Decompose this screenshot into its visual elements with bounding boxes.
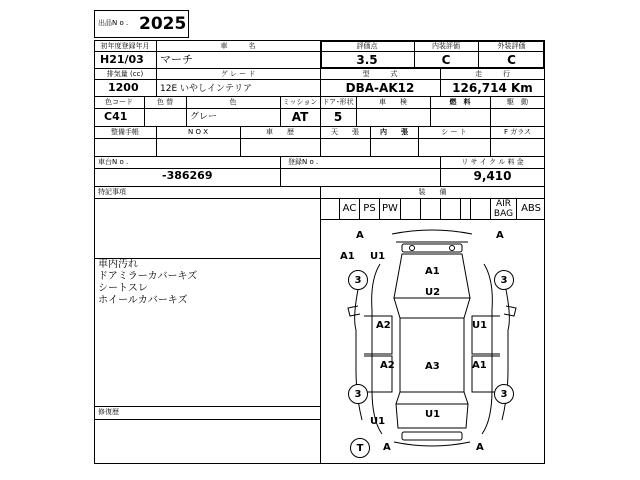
manual-label: 整備手帳 <box>111 128 139 136</box>
note-item: ドアミラーカバーキズ <box>98 271 198 282</box>
displacement-value: 1200 <box>108 81 139 94</box>
model-value: DBA-AK12 <box>345 81 415 95</box>
wheel-front-left: 3 <box>348 270 368 290</box>
lot-number: 2025 <box>139 14 187 34</box>
mark-hood-a1: A1 <box>425 266 440 277</box>
mark-trunk: U1 <box>425 409 441 420</box>
mileage-label: 走 行 <box>475 70 510 78</box>
equip-blank <box>320 198 340 220</box>
color-code-label: 色コード <box>105 98 133 106</box>
first-registration-value: H21/03 <box>100 53 144 66</box>
mark-rear-left-door: A2 <box>380 360 395 371</box>
equipment-row <box>320 198 545 220</box>
mark-front-right-door: U1 <box>472 320 488 331</box>
equip-blank <box>401 198 421 220</box>
recycle-fee-value: 9,410 <box>473 169 512 183</box>
history-label: 車 歴 <box>266 128 294 136</box>
exterior-score-value: C <box>507 53 516 67</box>
mission-label: ミッション <box>282 98 318 106</box>
grade-value: 12E いやしインテリア <box>160 84 252 94</box>
wheel-rear-right: 3 <box>494 384 514 404</box>
color-code-value: C41 <box>104 110 128 123</box>
mark-front-left-corner: A1 <box>340 251 355 262</box>
recycle-fee-label: リ サ イ ク ル 料 金 <box>461 158 524 166</box>
notes-label: 特記事項 <box>98 188 126 196</box>
car-name-value: マーチ <box>160 53 193 66</box>
fuel-label: 燃 料 <box>449 98 471 106</box>
equip-blank <box>471 198 491 220</box>
mission-value: AT <box>291 110 309 124</box>
mark-front-right: A <box>496 230 504 241</box>
inspection-label: 車 検 <box>379 98 407 106</box>
interior-trim-label: 内 張 <box>380 128 408 136</box>
mark-front-left-door: A2 <box>376 320 391 331</box>
color-change-label: 色 替 <box>156 98 174 106</box>
equip-blank <box>441 198 461 220</box>
chassis-label: 車台N o . <box>98 158 129 166</box>
car-name-label: 車 名 <box>220 42 256 50</box>
mark-roof: A3 <box>425 361 440 372</box>
mark-front-left-fender: U1 <box>370 251 386 262</box>
equip-ps: PS <box>360 198 380 220</box>
wheel-rear-left: 3 <box>348 384 368 404</box>
lot-number-label: 出品N o . <box>98 19 129 27</box>
grade-label: グ レ ー ド <box>220 70 256 78</box>
note-item: シートスレ <box>98 283 148 294</box>
ceiling-label: 天 張 <box>331 128 359 136</box>
displacement-label: 排気量 (cc) <box>106 70 144 78</box>
interior-score-label: 内装評価 <box>432 42 460 50</box>
registration-label: 登録N o . <box>288 158 319 166</box>
mark-rear-bumper-left: A <box>383 442 391 453</box>
seat-label: シ ー ト <box>441 128 467 136</box>
door-shape-label: ドア･形状 <box>322 98 354 106</box>
interior-score-value: C <box>441 53 451 67</box>
exterior-score-label: 外装評価 <box>497 42 526 50</box>
score-value: 3.5 <box>356 53 378 67</box>
mileage-value: 126,714 Km <box>452 81 533 95</box>
drive-label: 駆 動 <box>507 98 528 106</box>
note-item: 車内汚れ <box>98 259 138 270</box>
lot-number-box <box>94 10 189 38</box>
f-glass-label: F ガラス <box>503 128 532 136</box>
mark-rear-bumper-right: A <box>476 442 484 453</box>
mark-hood-u2: U2 <box>425 287 441 298</box>
model-label: 型 式 <box>362 70 398 78</box>
notes-list <box>98 259 197 307</box>
score-label: 評価点 <box>356 42 378 50</box>
wheel-front-right: 3 <box>494 270 514 290</box>
equip-airbag: AIR BAG <box>491 198 517 220</box>
color-label: 色 <box>229 98 237 106</box>
year-label: 初年度登録年月 <box>100 42 150 50</box>
mark-rear-left-corner: U1 <box>370 416 386 427</box>
equip-pw: PW <box>380 198 401 220</box>
mark-front-left: A <box>356 230 364 241</box>
equip-abs: ABS <box>517 198 545 220</box>
nox-label: N O X <box>188 128 208 136</box>
equip-ac: AC <box>340 198 360 220</box>
mark-rear-right-door: A1 <box>472 360 487 371</box>
chassis-value: -386269 <box>162 169 213 182</box>
door-shape-value: 5 <box>333 110 343 124</box>
color-value: グレー <box>190 112 218 122</box>
note-item: ホイールカバーキズ <box>98 295 188 306</box>
repair-history-label: 修復歴 <box>98 408 119 416</box>
equip-blank <box>421 198 441 220</box>
equip-blank <box>461 198 471 220</box>
tire-mark: T <box>350 438 370 458</box>
equipment-label: 装 備 <box>418 188 447 196</box>
